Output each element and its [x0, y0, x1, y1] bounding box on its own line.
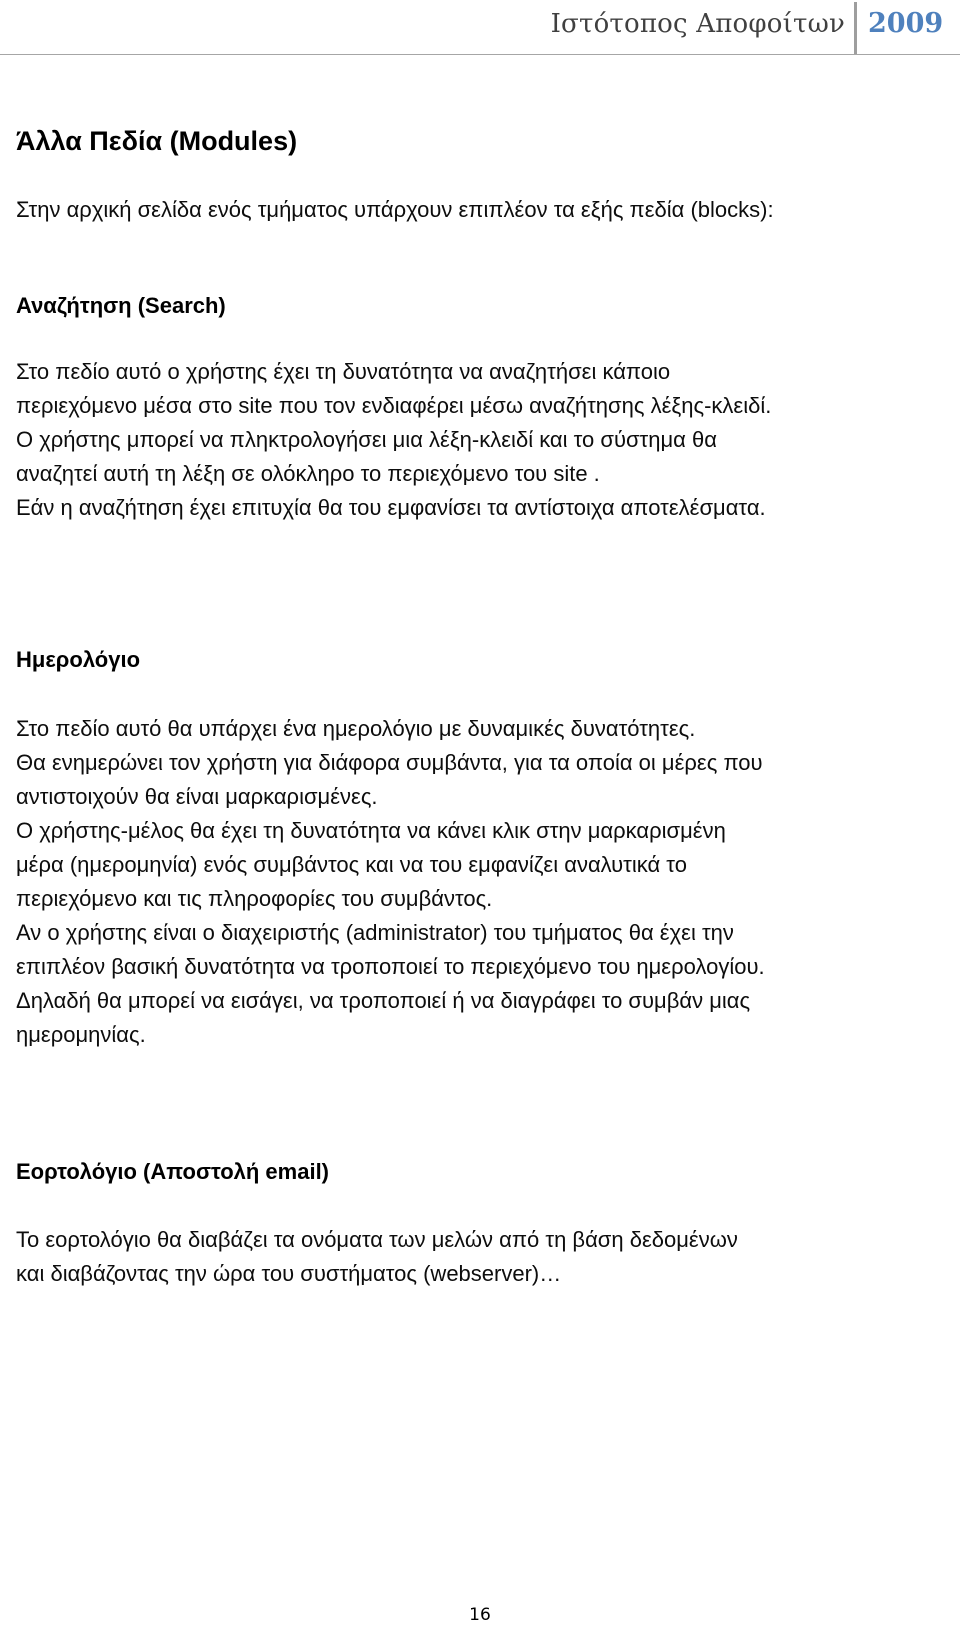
header-divider [854, 2, 857, 54]
calendar-line: ημερομηνίας. [16, 1022, 146, 1047]
calendar-line: Στο πεδίο αυτό θα υπάρχει ένα ημερολόγιο με δυναμικές δυνατότητες. [16, 716, 696, 741]
feast-calendar-line: Το εορτολόγιο θα διαβάζει τα ονόματα των μελών από τη βάση δεδομένων [16, 1227, 738, 1252]
search-line: περιεχόμενο μέσα στο site που τον ενδιαφέρει μέσω αναζήτησης λέξης-κλειδί. [16, 393, 772, 418]
search-line: αναζητεί αυτή τη λέξη σε ολόκληρο το περιεχόμενο του site . [16, 461, 600, 486]
calendar-line: Ο χρήστης-μέλος θα έχει τη δυνατότητα να κάνει κλικ στην μαρκαρισμένη [16, 818, 726, 843]
calendar-line: περιεχόμενο και τις πληροφορίες του συμβάντος. [16, 886, 493, 911]
calendar-line: επιπλέον βασική δυνατότητα να τροποποιεί το περιεχόμενο του ημερολογίου. [16, 954, 765, 979]
header-rule [0, 54, 960, 55]
section-title: Άλλα Πεδία (Modules) [16, 126, 298, 156]
running-header-title: Ιστότοπος Αποφοίτων [550, 9, 845, 39]
running-header-year: 2009 [868, 8, 944, 39]
calendar-line: Θα ενημερώνει τον χρήστη για διάφορα συμβάντα, για τα οποία οι μέρες που [16, 750, 763, 775]
search-line: Ο χρήστης μπορεί να πληκτρολογήσει μια λέξη-κλειδί και το σύστημα θα [16, 427, 717, 452]
calendar-line: αντιστοιχούν θα είναι μαρκαρισμένες. [16, 784, 378, 809]
intro-paragraph: Στην αρχική σελίδα ενός τμήματος υπάρχουν επιπλέον τα εξής πεδία (blocks): [16, 197, 774, 222]
search-heading: Αναζήτηση (Search) [16, 293, 226, 318]
search-line: Εάν η αναζήτηση έχει επιτυχία θα του εμφανίσει τα αντίστοιχα αποτελέσματα. [16, 495, 766, 520]
calendar-line: Δηλαδή θα μπορεί να εισάγει, να τροποποιεί ή να διαγράφει το συμβάν μιας [16, 988, 751, 1013]
calendar-heading: Ημερολόγιο [16, 647, 141, 672]
feast-calendar-line: και διαβάζοντας την ώρα του συστήματος (webserver)… [16, 1261, 562, 1286]
search-line: Στο πεδίο αυτό ο χρήστης έχει τη δυνατότητα να αναζητήσει κάποιο [16, 359, 671, 384]
calendar-line: μέρα (ημερομηνία) ενός συμβάντος και να του εμφανίζει αναλυτικά το [16, 852, 687, 877]
feast-calendar-heading: Εορτολόγιο (Αποστολή email) [16, 1159, 330, 1184]
page-number: 16 [469, 1605, 491, 1625]
calendar-line: Αν ο χρήστης είναι ο διαχειριστής (administrator) του τμήματος θα έχει την [16, 920, 734, 945]
